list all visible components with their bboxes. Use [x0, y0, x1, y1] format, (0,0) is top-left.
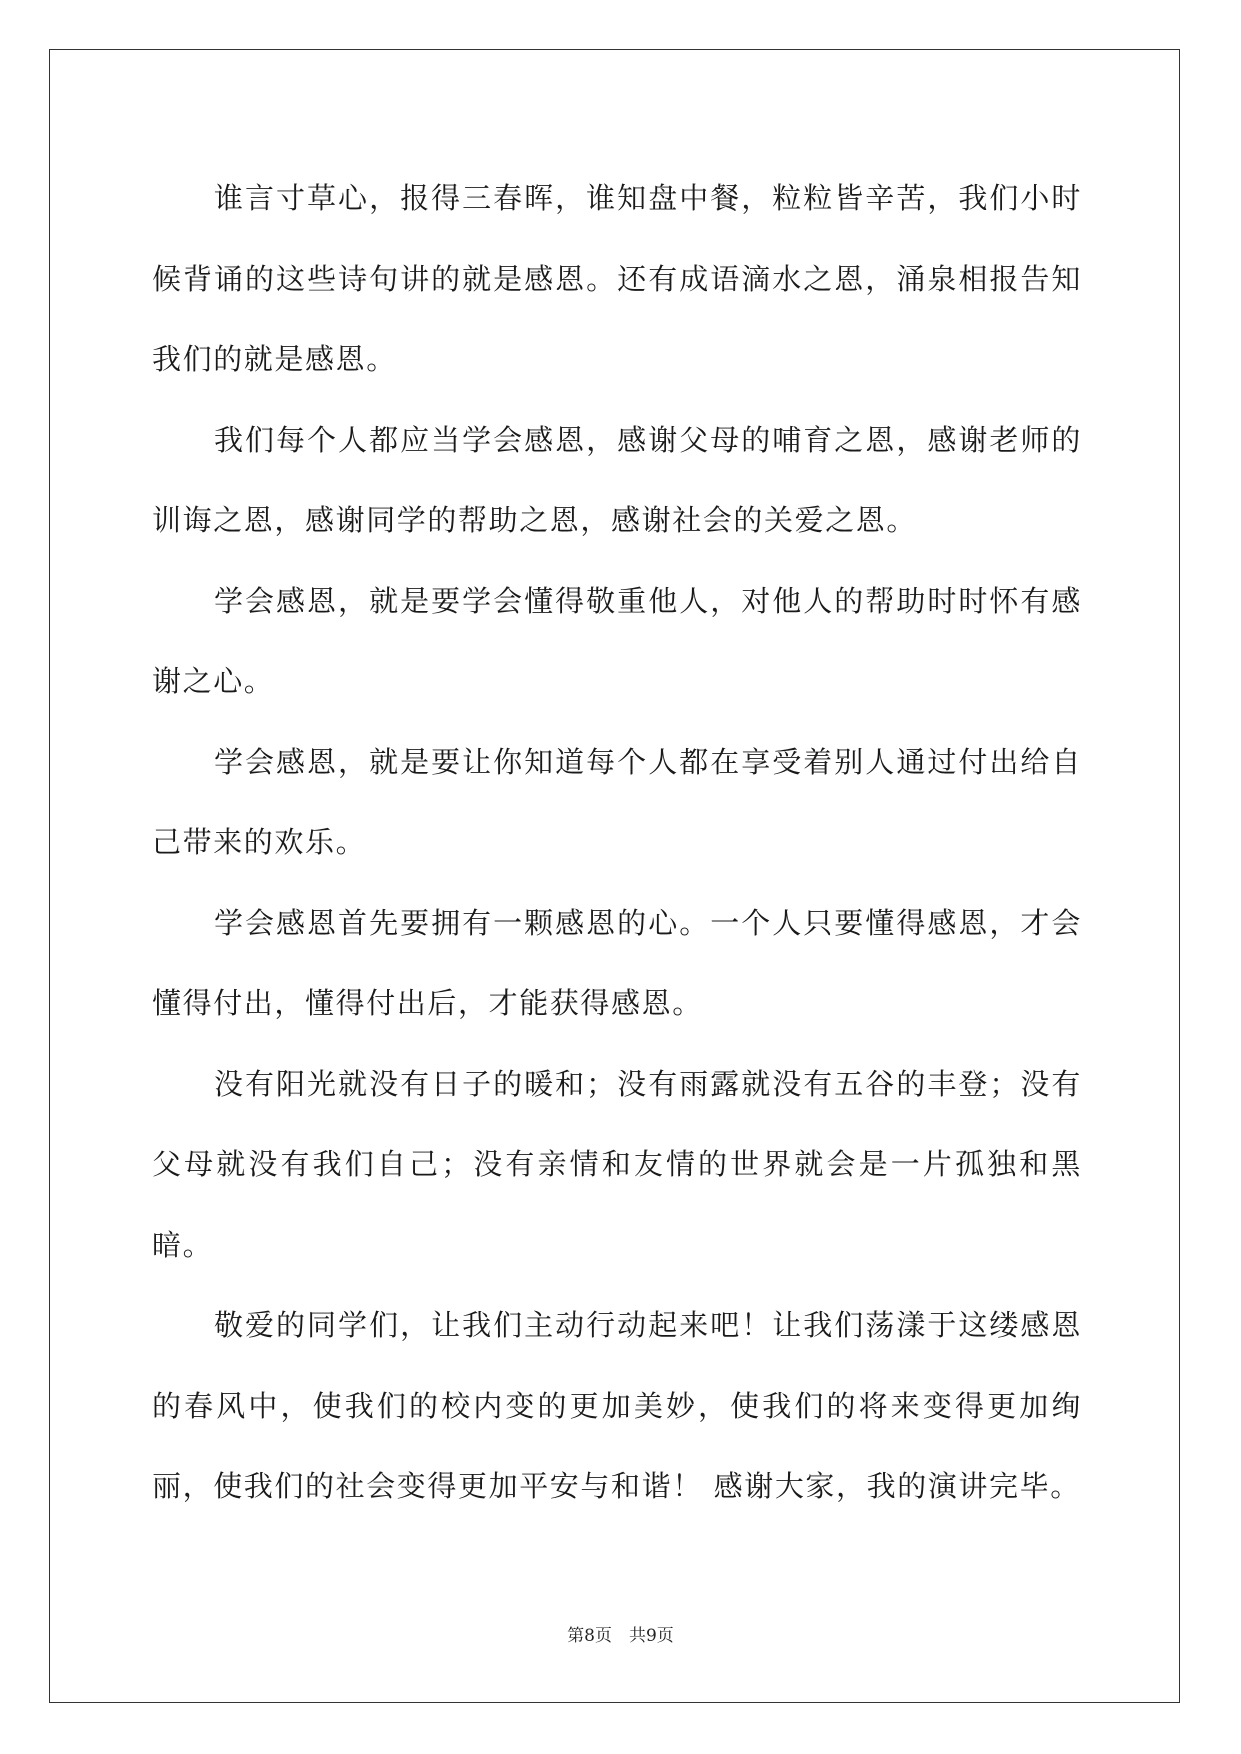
page-number-footer: 第8页 共9页 — [567, 1626, 674, 1646]
paragraph-1: 谁言寸草心，报得三春晖，谁知盘中餐，粒粒皆辛苦，我们小时候背诵的这些诗句讲的就是感恩。还有成语滴水之恩，涌泉相报告知我们的就是感恩。 — [152, 181, 1082, 376]
paragraph-4: 学会感恩，就是要让你知道每个人都在享受着别人通过付出给自己带来的欢乐。 — [152, 744, 1082, 859]
paragraph-3: 学会感恩，就是要学会懂得敬重他人，对他人的帮助时时怀有感谢之心。 — [152, 583, 1082, 698]
paragraph-6: 没有阳光就没有日子的暖和；没有雨露就没有五谷的丰登；没有父母就没有我们自己；没有亲情和友情的世界就会是一片孤独和黑暗。 — [152, 1066, 1082, 1262]
paragraph-7: 敬爱的同学们，让我们主动行动起来吧！让我们荡漾于这缕感恩的春风中，使我们的校内变的更加美妙，使我们的将来变得更加绚丽，使我们的社会变得更加平安与和谐！ 感谢大家，我的演讲完毕。 — [152, 1308, 1082, 1503]
paragraph-5: 学会感恩首先要拥有一颗感恩的心。一个人只要懂得感恩，才会懂得付出，懂得付出后，才能获得感恩。 — [152, 905, 1082, 1020]
document-body — [152, 158, 1082, 1527]
paragraph-2: 我们每个人都应当学会感恩，感谢父母的哺育之恩，感谢老师的训诲之恩，感谢同学的帮助之恩，感谢社会的关爱之恩。 — [152, 422, 1082, 537]
